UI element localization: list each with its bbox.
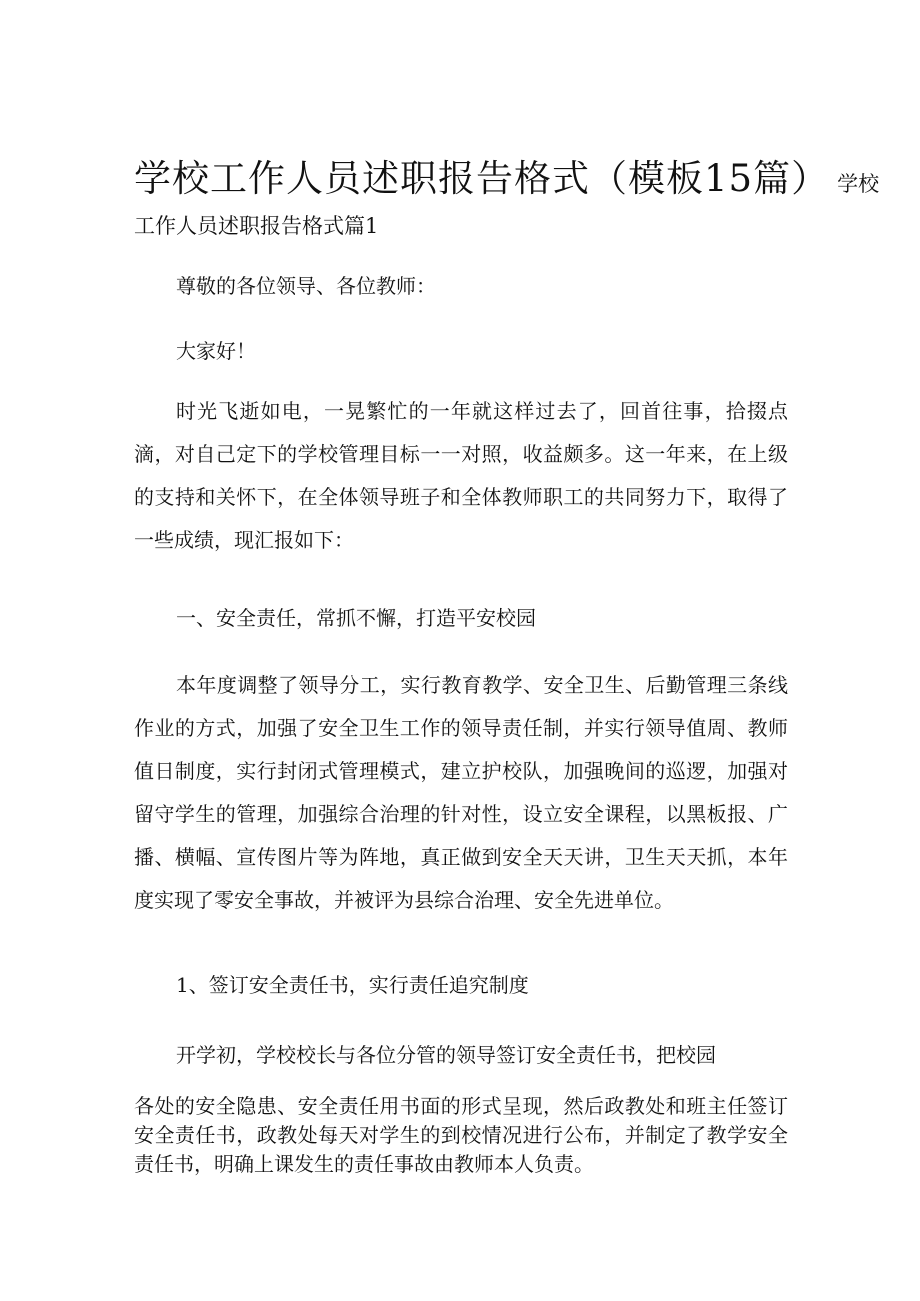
greeting: 大家好！ xyxy=(176,339,256,363)
title-tail: 学校 xyxy=(837,172,880,196)
paragraph-1: 时光飞逝如电，一晃繁忙的一年就这样过去了，回首往事，拾掇点滴，对自己定下的学校管理目标一一对照，收益颇多。这一年来，在上级的支持和关怀下，在全体领导班子和全体教师职工的共同努力下，取得了一些成绩，现汇报如下： xyxy=(134,399,788,552)
title-main: 学校工作人员述职报告格式（模板15篇） xyxy=(134,157,830,200)
document-title xyxy=(134,148,879,202)
section-heading-1: 一、安全责任，常抓不懈，打造平安校园 xyxy=(176,606,536,630)
salutation: 尊敬的各位领导、各位教师： xyxy=(176,274,436,298)
paragraph-2: 本年度调整了领导分工，实行教育教学、安全卫生、后勤管理三条线作业的方式，加强了安全卫生工作的领导责任制，并实行领导值周、教师值日制度，实行封闭式管理模式，建立护校队，加强晚间的巡逻，加强对留守学生的管理，加强综合治理的针对性，设立安全课程，以黑板报、广播、横幅、宣传图片等为阵地，真正做到安全天天讲，卫生天天抓，本年度实现了零安全事故，并被评为县综合治理、安全先进单位。 xyxy=(134,673,788,912)
subtitle: 工作人员述职报告格式篇1 xyxy=(134,214,379,238)
paragraph-3-first-line: 开学初，学校校长与各位分管的领导签订安全责任书，把校园 xyxy=(176,1043,716,1067)
paragraph-3-rest: 各处的安全隐患、安全责任用书面的形式呈现，然后政教处和班主任签订安全责任书，政教处每天对学生的到校情况进行公布，并制定了教学安全责任书，明确上课发生的责任事故由教师本人负责。 xyxy=(134,1094,788,1176)
section-heading-2: 1、签订安全责任书，实行责任追究制度 xyxy=(176,973,529,997)
